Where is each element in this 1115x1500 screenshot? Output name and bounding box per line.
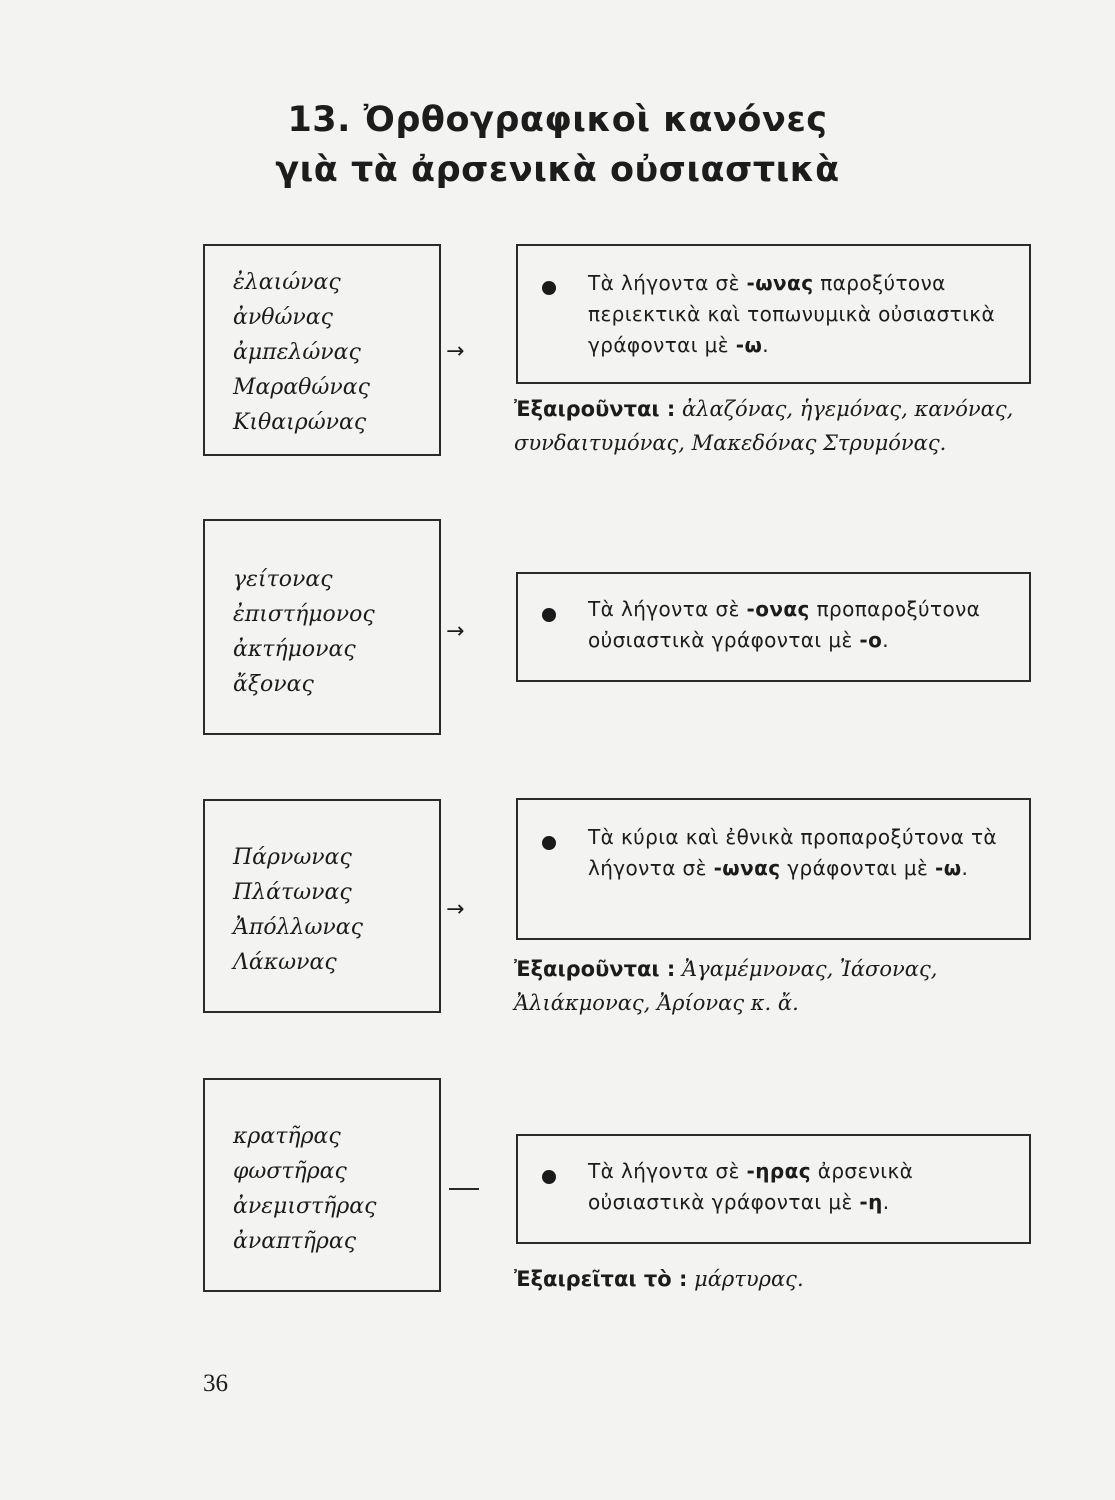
example-word: Μαραθώνας — [233, 375, 370, 400]
example-word: ἐλαιώνας — [233, 270, 341, 295]
example-word: ἀνθώνας — [233, 305, 333, 330]
example-word: Κιθαιρώνας — [233, 410, 367, 435]
rule-box-1 — [516, 244, 1031, 384]
arrow-icon: → — [446, 339, 465, 364]
rule-box-3 — [516, 798, 1031, 940]
rule-box-4 — [516, 1134, 1031, 1244]
page-title-line-2: γιὰ τὰ ἀρσενικὰ οὐσιαστικὰ — [275, 150, 840, 190]
example-word: Λάκωνας — [233, 950, 337, 975]
example-word: ἐπιστήμονος — [233, 602, 375, 627]
word-box-1 — [203, 244, 441, 456]
exception-words: Ἀγαμέμνονας, Ἰάσονας, Ἀλιάκμονας, Ἀρίονας κ. ἄ. — [514, 957, 938, 1015]
exception-note-4 — [514, 1262, 1039, 1296]
rule-text: Τὰ λήγοντα σὲ -ηρας ἀρσενικὰ οὐσιαστικὰ γράφονται μὲ -η. — [588, 1159, 914, 1214]
word-box-3 — [203, 799, 441, 1013]
example-word: Ἀπόλλωνας — [233, 915, 363, 940]
example-word: κρατῆρας — [233, 1124, 341, 1149]
example-word: Πλάτωνας — [233, 880, 352, 905]
word-box-2 — [203, 519, 441, 735]
arrow-icon: → — [446, 897, 465, 922]
bullet-icon — [542, 281, 556, 295]
bullet-icon — [542, 608, 556, 622]
example-word: γείτονας — [233, 567, 333, 592]
exception-label: Ἐξαιροῦνται : — [514, 957, 676, 981]
example-word: ἀναπτῆρας — [233, 1229, 357, 1254]
example-word: ἀμπελώνας — [233, 340, 361, 365]
page-number: 36 — [203, 1370, 228, 1397]
rule-text: Τὰ λήγοντα σὲ -ονας προπαροξύτονα οὐσιαστικὰ γράφονται μὲ -ο. — [588, 597, 981, 652]
rule-text: Τὰ κύρια καὶ ἐθνικὰ προπαροξύτονα τὰ λήγοντα σὲ -ωνας γράφονται μὲ -ω. — [588, 825, 997, 880]
rule-text: Τὰ λήγοντα σὲ -ωνας παροξύτονα περιεκτικὰ καὶ τοπωνυμικὰ οὐσιαστικὰ γράφονται μὲ -ω. — [588, 271, 996, 357]
page-title-line-1: 13. Ὀρθογραφικοὶ κανόνες — [287, 100, 828, 140]
exception-words: ἀλαζόνας, ἡγεμόνας, κανόνας, συνδαιτυμόνας, Μακεδόνας Στρυμόνας. — [514, 397, 1014, 455]
exception-label: Ἐξαιροῦνται : — [514, 397, 676, 421]
bullet-icon — [542, 1170, 556, 1184]
exception-words: μάρτυρας. — [694, 1267, 804, 1291]
exception-note-3 — [514, 952, 1039, 1020]
arrow-icon: → — [446, 619, 465, 644]
rule-box-2 — [516, 572, 1031, 682]
connector-dash — [449, 1188, 479, 1190]
example-word: ἄξονας — [233, 672, 314, 697]
exception-note-1 — [514, 392, 1039, 460]
example-word: ἀνεμιστῆρας — [233, 1194, 377, 1219]
example-word: φωστῆρας — [233, 1159, 347, 1184]
word-box-4 — [203, 1078, 441, 1292]
bullet-icon — [542, 836, 556, 850]
example-word: Πάρνωνας — [233, 845, 352, 870]
exception-label: Ἐξαιρεῖται τὸ : — [514, 1267, 688, 1291]
example-word: ἀκτήμονας — [233, 637, 356, 662]
